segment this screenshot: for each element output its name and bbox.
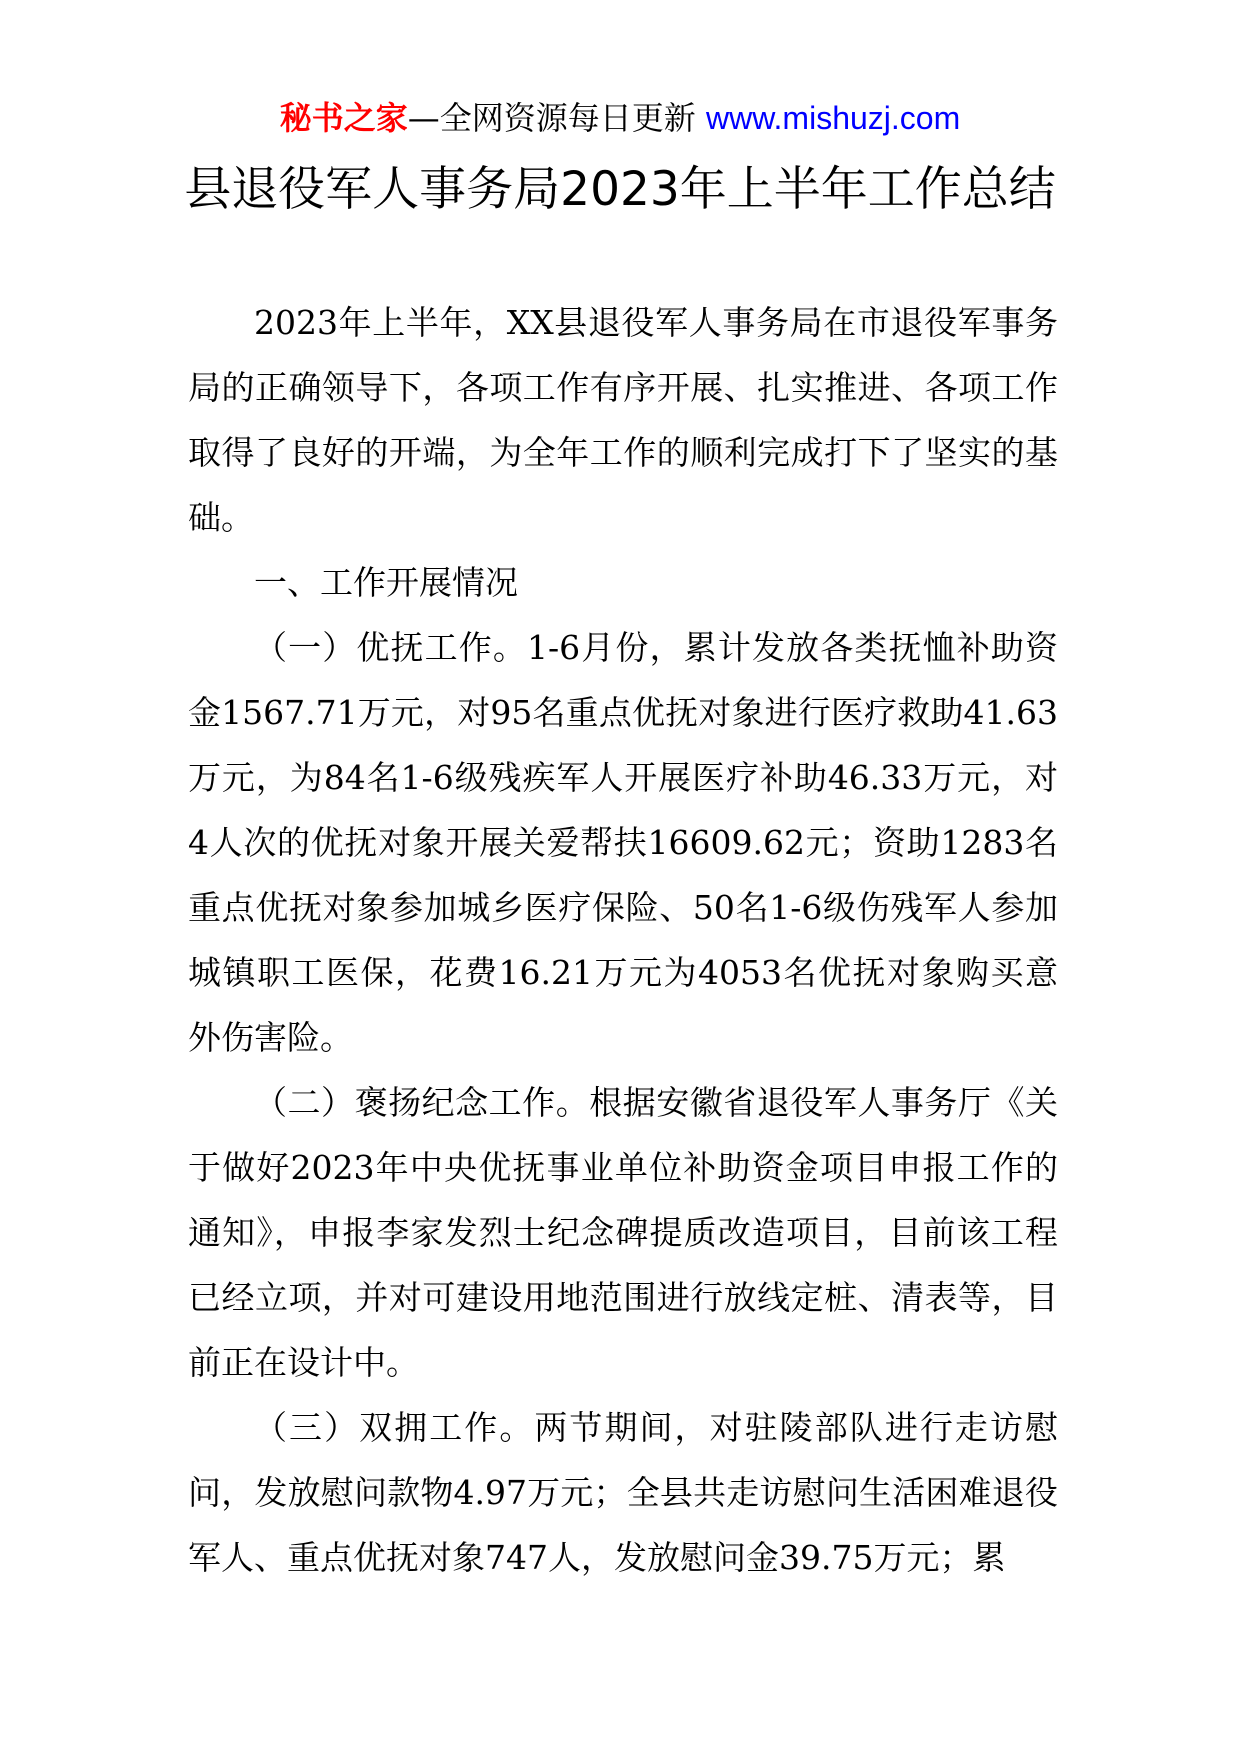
paragraph-double-support: （三）双拥工作。两节期间，对驻陵部队进行走访慰问，发放慰问款物4.97万元；全县共走访慰问生活困难退役军人、重点优抚对象747人，发放慰问金39.75万元；累 — [188, 1408, 1058, 1577]
site-tagline: —全网资源每日更新 — [407, 99, 706, 137]
document-body — [188, 290, 1058, 1590]
paragraph-intro: 2023年上半年，XX县退役军人事务局在市退役军事务局的正确领导下，各项工作有序开展、扎实推进、各项工作取得了良好的开端，为全年工作的顺利完成打下了坚实的基础。 — [188, 303, 1058, 537]
document-title: 县退役军人事务局2023年上半年工作总结 — [184, 162, 1056, 217]
paragraph-preferential-care: （一）优抚工作。1-6月份，累计发放各类抚恤补助资金1567.71万元，对95名重点优抚对象进行医疗救助41.63万元，为84名1-6级残疾军人开展医疗补助46.33万元，对4人次的优抚对象开展关爱帮扶16609.62元；资助1283名重点优抚对象参加城乡医疗保险、50名1-6级伤残军人参加城镇职工医保，花费16.21万元为4053名优抚对象购买意外伤害险。 — [188, 628, 1058, 1057]
site-header — [0, 96, 1240, 140]
section-heading-work-progress: 一、工作开展情况 — [254, 563, 518, 602]
paragraph-commemoration: （二）褒扬纪念工作。根据安徽省退役军人事务厅《关于做好2023年中央优抚事业单位补助资金项目申报工作的通知》，申报李家发烈士纪念碑提质改造项目，目前该工程已经立项，并对可建设用地范围进行放线定桩、清表等，目前正在设计中。 — [188, 1083, 1058, 1382]
site-url-link[interactable]: www.mishuzj.com — [705, 100, 961, 136]
site-brand: 秘书之家 — [279, 99, 408, 137]
